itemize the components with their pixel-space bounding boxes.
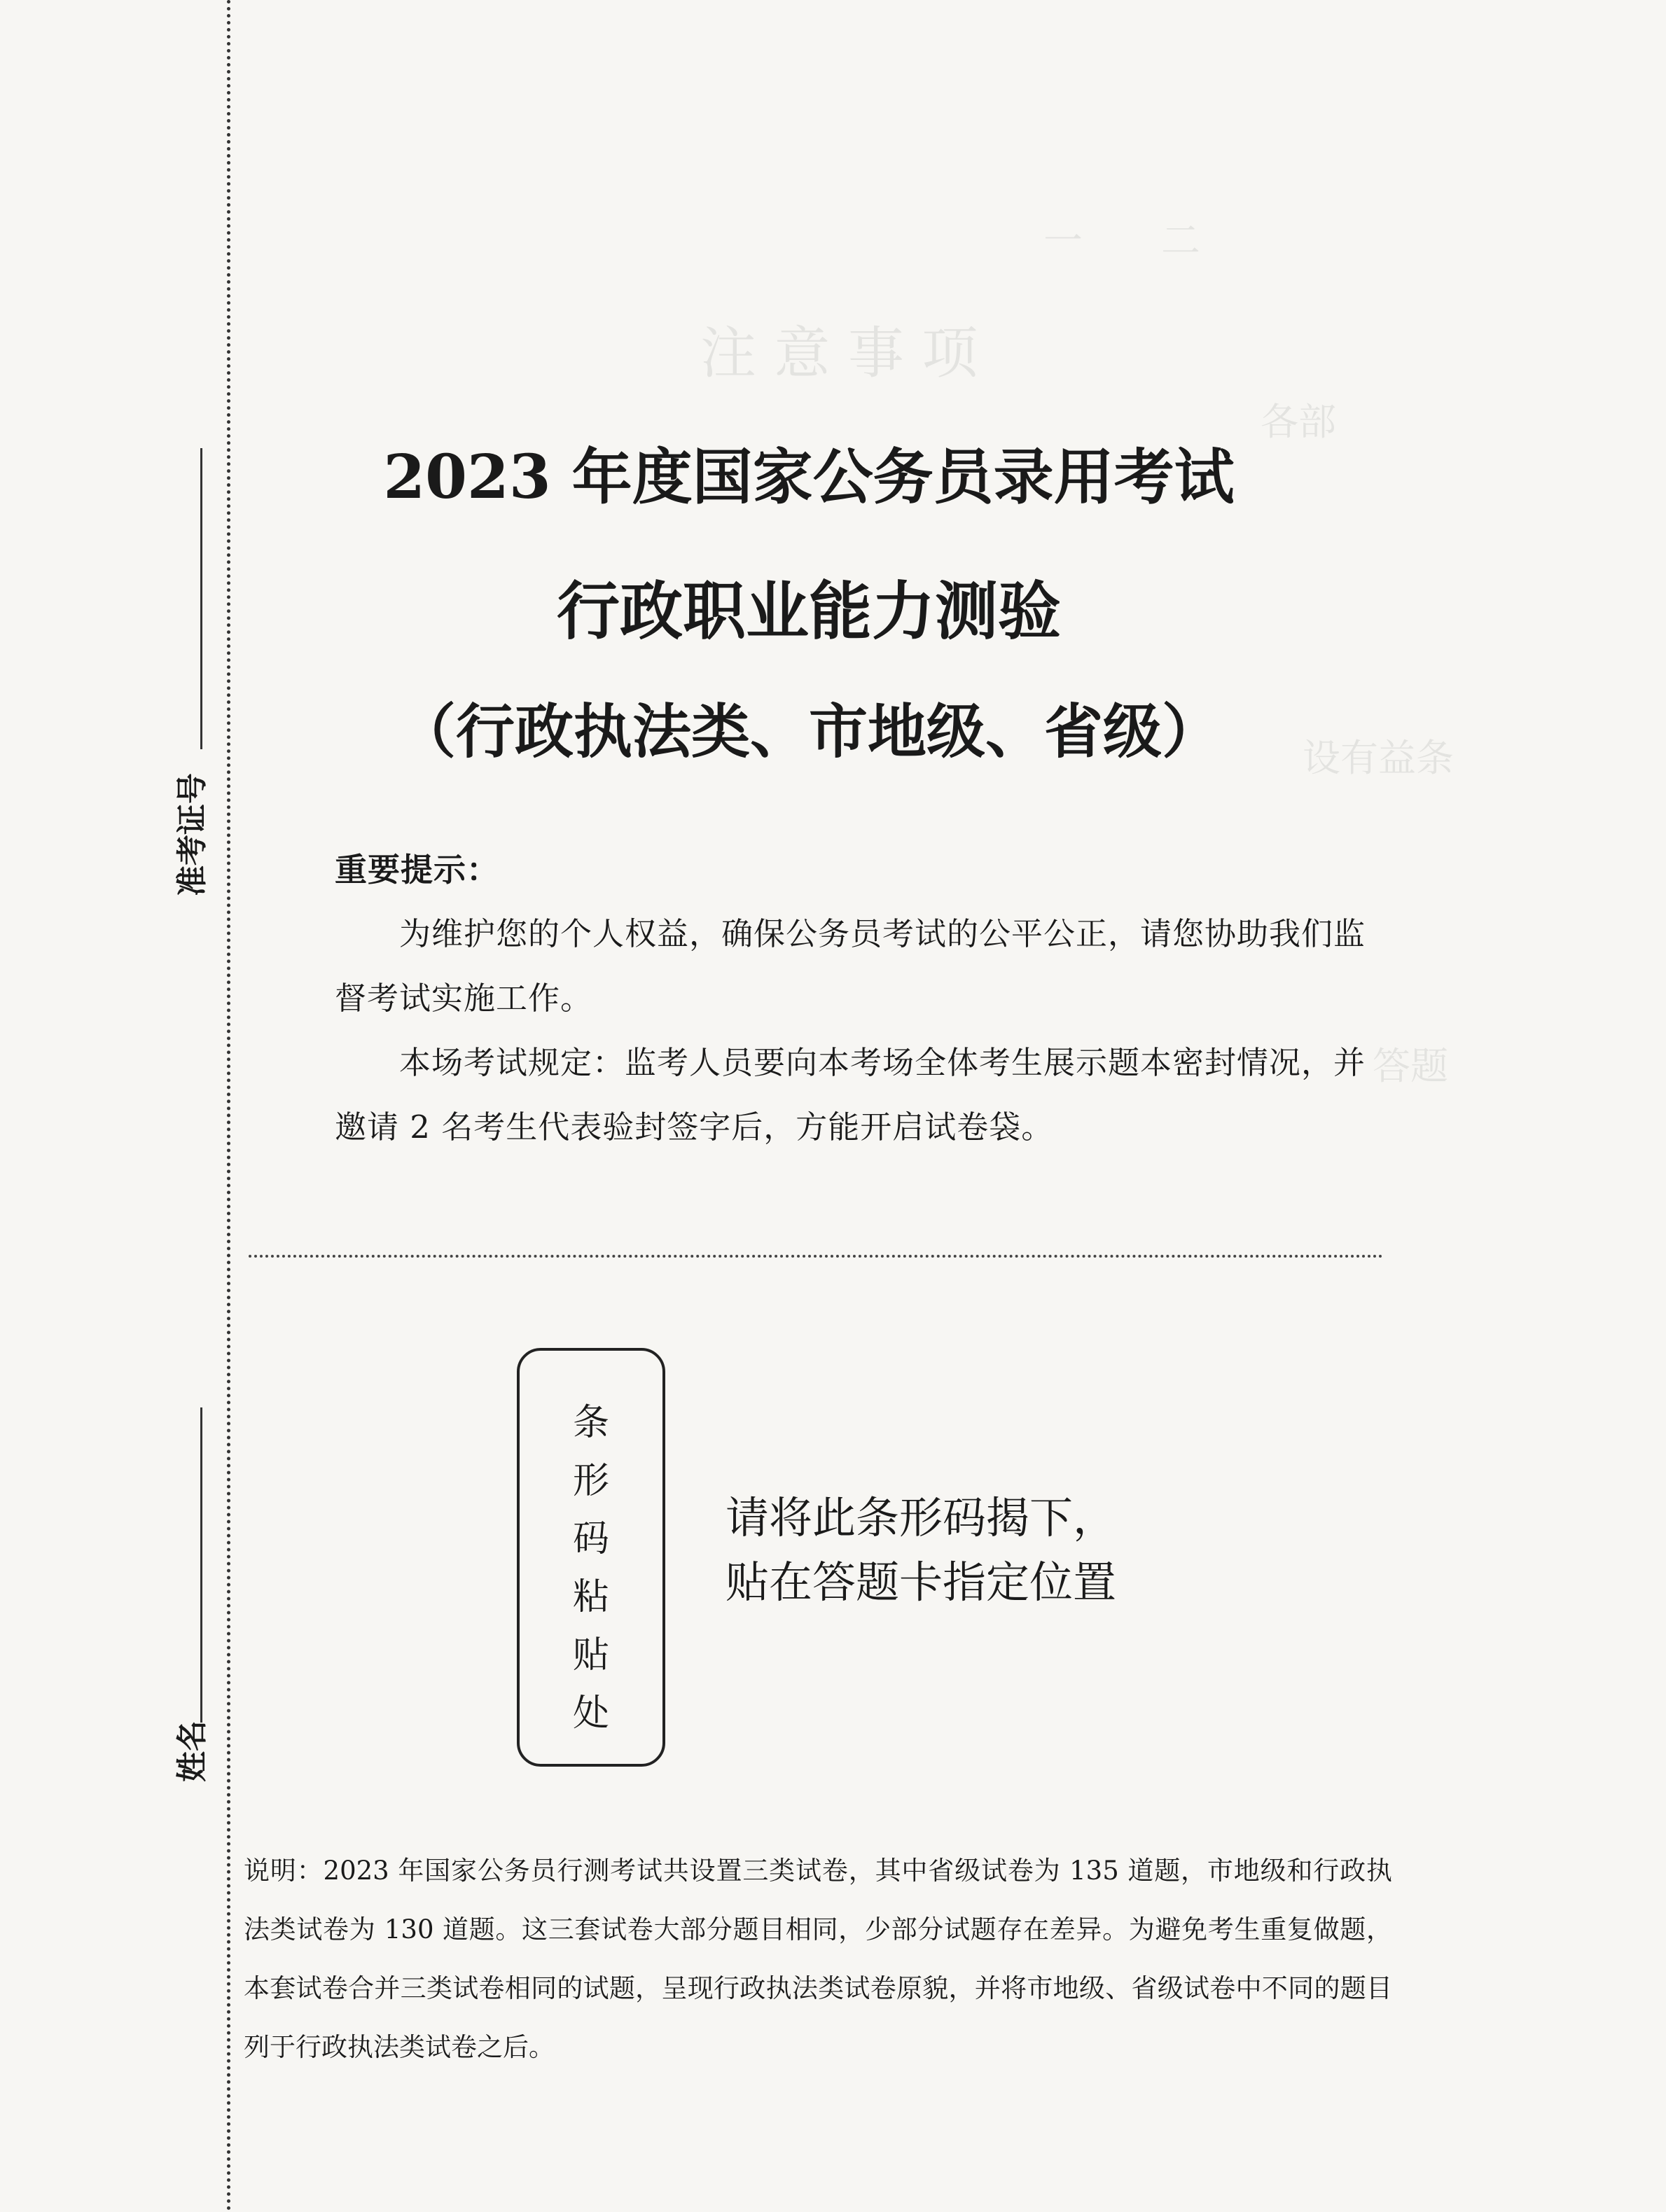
category-title: （行政执法类、市地级、省级）: [396, 697, 1221, 766]
exam-id-label: 准考证号: [174, 773, 210, 896]
binding-dotted-line: [227, 0, 230, 2212]
exam-id-field[interactable]: [200, 448, 202, 749]
bleed-through-texture: 各部: [1261, 400, 1336, 444]
subject-title: 行政职业能力测验: [557, 574, 1061, 648]
cut-dotted-line: [249, 1255, 1383, 1258]
bleed-through-texture: 设有益条: [1303, 736, 1454, 780]
barcode-instruction: 贴在答题卡指定位置: [726, 1557, 1117, 1608]
notice-paragraph: 本场考试规定：监考人员要向本考场全体考生展示题本密封情况，并邀请 2 名考生代表验封签字后，方能开启试卷袋。: [335, 1044, 1366, 1146]
barcode-label-char: 形: [572, 1460, 609, 1502]
footnote-explanation: [244, 1842, 1392, 2077]
important-notice: [335, 837, 1378, 1160]
barcode-sticker-area: [517, 1348, 665, 1767]
notice-paragraph: 为维护您的个人权益，确保公务员考试的公平公正，请您协助我们监督考试实施工作。: [335, 915, 1366, 1017]
footnote-text: 说明：2023 年国家公务员行测考试共设置三类试卷，其中省级试卷为 135 道题，市地级和行政执法类试卷为 130 道题。这三套试卷大部分题目相同，少部分试题存在差异。为避免考生重复做题，本套试卷合并三类试卷相同的试题，呈现行政执法类试卷原貌，并将市地级、省级试卷中不同的题目列于行政执法类试卷之后。: [244, 1856, 1392, 2062]
notice-heading: 重要提示：: [335, 851, 499, 889]
barcode-label-char: 粘: [572, 1576, 609, 1618]
barcode-label-char: 条: [572, 1402, 609, 1444]
name-label: 姓名: [174, 1720, 210, 1782]
barcode-label-char: 贴: [572, 1634, 609, 1676]
exam-title: 2023 年度国家公务员录用考试: [383, 442, 1235, 513]
bleed-through-texture: 注 意 事 项: [700, 321, 978, 386]
bleed-through-texture: 答题: [1373, 1044, 1448, 1088]
barcode-label-char: 处: [572, 1692, 609, 1734]
name-field[interactable]: [200, 1407, 202, 1723]
barcode-label-char: 码: [572, 1518, 609, 1560]
barcode-instruction: 请将此条形码揭下，: [726, 1492, 1117, 1543]
bleed-through-texture: 一 二: [1043, 218, 1200, 264]
